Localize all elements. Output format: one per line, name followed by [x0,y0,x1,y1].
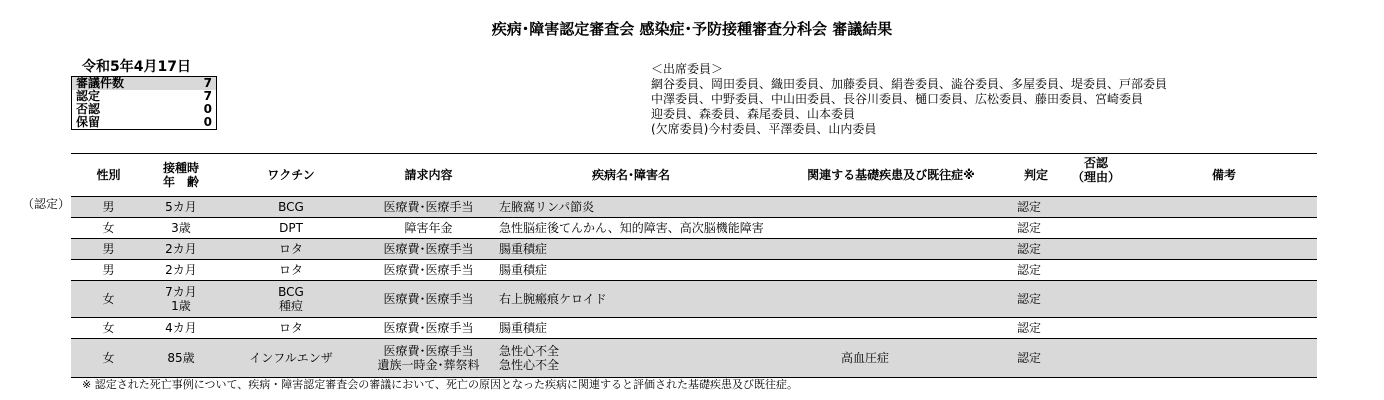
header-remarks: 備考 [1211,168,1236,182]
members-line: (欠席委員)今村委員、平澤委員、山内委員 [651,122,877,136]
cell-related-line: 高血圧症 [841,351,890,365]
cell-disease [491,218,771,239]
cell-sex-line: 女 [102,321,115,335]
cell-sex-line: 男 [102,263,115,277]
header-disease: 疾病名･障害名 [591,168,670,182]
cell-vaccine-line: ロタ [278,242,303,256]
cell-denial [1061,218,1131,239]
members-heading: ＜出席委員＞ [651,62,724,76]
summary-table [71,76,217,130]
cell-remarks [1131,218,1317,239]
cell-sex [71,339,146,378]
members-line: 中澤委員、中野委員、中山田委員、長谷川委員、樋口委員、広松委員、藤田委員、宮崎委員 [651,92,1144,106]
cell-disease [491,239,771,260]
header-denial-line: 否認 [1083,156,1108,170]
cell-judgment-line: 認定 [1017,351,1042,365]
cell-age-line: 2カ月 [165,263,197,277]
summary-value: 0 [203,102,212,116]
cell-sex [71,218,146,239]
attending-members [651,62,1167,137]
cell-claim-line: 医療費･医療手当 [383,292,474,306]
header-row [71,154,1317,197]
cell-vaccine-line: ロタ [278,263,303,277]
meeting-date: 令和5年4月17日 [82,59,191,75]
cell-disease-line: 腸重積症 [499,263,548,277]
header-claim: 請求内容 [404,168,453,182]
cell-age-line: 4カ月 [165,321,197,335]
cell-vaccine-line: 種痘 [278,299,303,313]
summary-label: 認定 [76,89,101,103]
cell-judgment-line: 認定 [1017,263,1042,277]
cell-judgment-line: 認定 [1017,242,1042,256]
cell-denial [1061,281,1131,318]
cell-age-line: 3歳 [171,221,191,235]
cell-related [771,197,1011,218]
cell-vaccine [216,260,366,281]
header-age-line: 接種時 [162,161,199,175]
header-age-line: 年 齢 [162,175,199,189]
table-row [71,260,1317,281]
group-label: （認定） [22,197,71,211]
cell-sex [71,260,146,281]
page-title: 疾病･障害認定審査会 感染症･予防接種審査分科会 審議結果 [491,20,893,38]
cell-claim-line: 医療費･医療手当 [383,200,474,214]
cell-judgment-line: 認定 [1017,221,1042,235]
cell-disease-line: 左腋窩リンパ節炎 [499,200,595,214]
cell-vaccine [216,197,366,218]
cell-disease-line: 急性脳症後てんかん、知的障害、高次脳機能障害 [499,221,764,235]
cell-related [771,281,1011,318]
cell-age-line: 7カ月 [165,285,197,299]
cell-age [146,239,216,260]
cell-denial [1061,318,1131,339]
summary-row-total [72,77,217,91]
cell-age-line: 85歳 [167,351,195,365]
cell-remarks [1131,239,1317,260]
cell-claim [366,197,491,218]
cell-denial [1061,239,1131,260]
cell-judgment [1011,281,1061,318]
cell-disease [491,339,771,378]
cell-age-line: 1歳 [171,299,191,313]
cell-remarks [1131,318,1317,339]
table-row [71,239,1317,260]
members-line: 網谷委員、岡田委員、織田委員、加藤委員、絹巻委員、澁谷委員、多屋委員、堤委員、戸部委員 [651,77,1168,91]
cell-vaccine [216,239,366,260]
cell-disease [491,260,771,281]
cell-denial [1061,260,1131,281]
cell-disease-line: 腸重積症 [499,242,548,256]
cell-disease [491,281,771,318]
cell-disease [491,318,771,339]
cell-age [146,260,216,281]
cell-disease-line: 腸重積症 [499,321,548,335]
cell-claim-line: 遺族一時金･葬祭料 [377,358,480,372]
cell-claim-line: 医療費･医療手当 [383,263,474,277]
cell-claim [366,339,491,378]
cell-related [771,260,1011,281]
cell-sex-line: 女 [102,351,115,365]
cell-vaccine-line: インフルエンザ [249,351,333,365]
cell-age-line: 2カ月 [165,242,197,256]
cell-sex [71,318,146,339]
table-row [71,281,1317,318]
table-row [71,197,1317,218]
cell-age [146,339,216,378]
cell-disease-line: 急性心不全 [499,358,560,372]
cell-sex-line: 女 [102,292,115,306]
cell-age [146,281,216,318]
summary-value: 7 [183,77,216,91]
cell-related [771,239,1011,260]
cell-disease [491,197,771,218]
cell-disease-line: 急性心不全 [499,344,560,358]
cell-judgment-line: 認定 [1017,292,1042,306]
cell-claim-line: 障害年金 [404,221,453,235]
cell-related [771,218,1011,239]
cell-judgment [1011,339,1061,378]
cell-judgment-line: 認定 [1017,321,1042,335]
table-row [71,218,1317,239]
cell-remarks [1131,281,1317,318]
footnote: ※ 認定された死亡事例について、疾病・障害認定審査会の審議において、死亡の原因となった疾病に関連すると評価された基礎疾患及び既往症。 [82,378,799,391]
summary-label: 否認 [76,102,101,116]
cell-vaccine-line: BCG [278,200,304,214]
cell-claim-line: 医療費･医療手当 [383,242,474,256]
cell-vaccine [216,318,366,339]
cell-claim [366,260,491,281]
cell-judgment-line: 認定 [1017,200,1042,214]
cell-related [771,318,1011,339]
cell-disease-line: 右上腕瘢痕ケロイド [499,292,607,306]
cell-claim [366,218,491,239]
cell-claim [366,239,491,260]
cell-remarks [1131,260,1317,281]
cell-remarks [1131,339,1317,378]
cell-sex [71,197,146,218]
table-row [71,318,1317,339]
header-judgment: 判定 [1023,168,1048,182]
members-line: 迎委員、森委員、森尾委員、山本委員 [651,107,856,121]
table-row [71,339,1317,378]
cell-claim-line: 医療費･医療手当 [383,344,474,358]
cell-age [146,318,216,339]
cell-age [146,218,216,239]
header-sex: 性別 [96,168,121,182]
cell-judgment [1011,218,1061,239]
cell-sex-line: 女 [102,221,115,235]
header-vaccine: ワクチン [267,168,315,182]
cell-denial [1061,339,1131,378]
summary-label: 審議件数 [72,77,184,91]
cell-related [771,339,1011,378]
header-related: 関連する基礎疾患及び既往症※ [807,168,975,182]
cell-sex-line: 男 [102,242,115,256]
cell-sex [71,239,146,260]
cell-vaccine [216,281,366,318]
cell-judgment [1011,197,1061,218]
cell-vaccine-line: ロタ [278,321,303,335]
header-denial-line: （理由） [1071,170,1120,184]
summary-label: 保留 [76,115,101,129]
cell-vaccine [216,218,366,239]
summary-value: 0 [203,115,212,129]
cell-claim [366,281,491,318]
summary-row-pending [72,116,217,130]
cell-sex-line: 男 [102,200,115,214]
cell-claim [366,318,491,339]
summary-value: 7 [203,89,212,103]
cell-sex [71,281,146,318]
header-age [146,154,216,197]
cell-vaccine-line: BCG [278,285,304,299]
header-denial [1061,154,1131,197]
cell-judgment [1011,260,1061,281]
cell-claim-line: 医療費･医療手当 [383,321,474,335]
cell-remarks [1131,197,1317,218]
results-table [71,153,1317,378]
cell-age-line: 5カ月 [165,200,197,214]
cell-vaccine-line: DPT [279,221,303,235]
cell-judgment [1011,239,1061,260]
cell-judgment [1011,318,1061,339]
cell-vaccine [216,339,366,378]
cell-denial [1061,197,1131,218]
cell-age [146,197,216,218]
